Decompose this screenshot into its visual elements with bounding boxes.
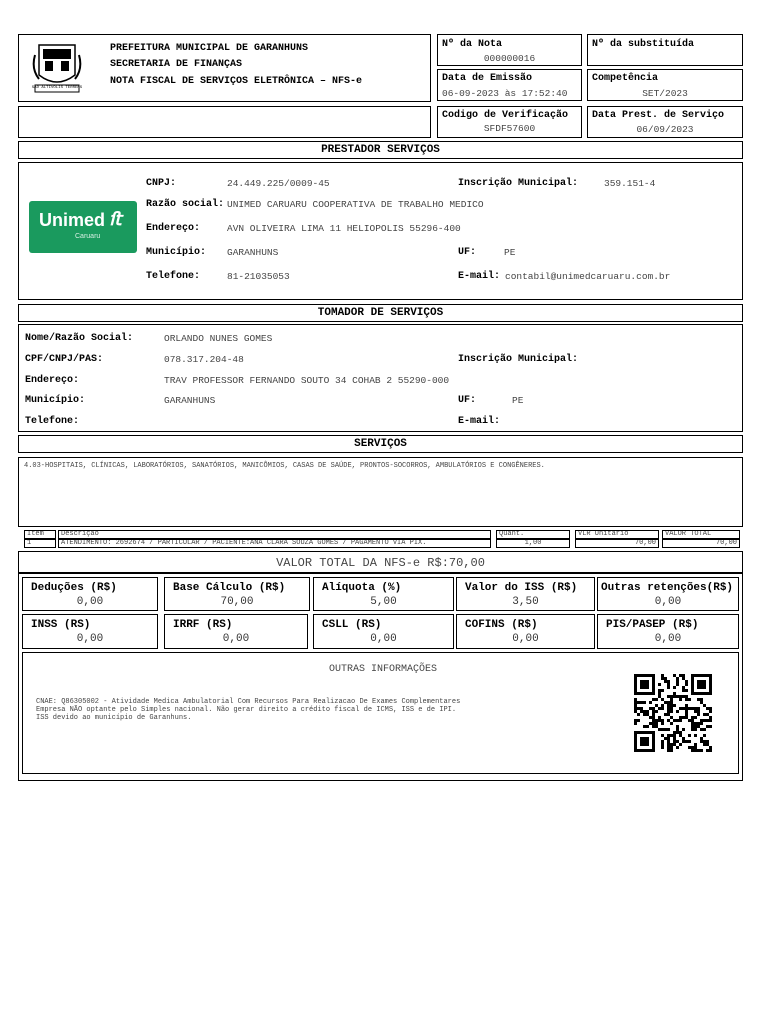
tomador-endereco: TRAV PROFESSOR FERNANDO SOUTO 34 COHAB 2 55290-000: [164, 375, 450, 386]
outras-informacoes-title: OUTRAS INFORMAÇÕES: [329, 664, 438, 675]
total-irrf: [164, 614, 308, 649]
total-aliquota-value: 5,00: [370, 596, 397, 608]
header-box: [18, 34, 431, 102]
total-csll-label: CSLL (RS): [322, 619, 382, 631]
outras-line-1: CNAE: Q86305002 - Atividade Medica Ambulatorial Com Recursos Para Realizacao De Exames Complementares: [36, 698, 461, 706]
competencia-box: [587, 69, 743, 101]
total-base-calculo-value: 70,00: [220, 596, 254, 608]
tomador-im-label: Inscrição Municipal:: [458, 354, 579, 365]
tomador-nome: ORLANDO NUNES GOMES: [164, 333, 273, 344]
prestacao-box: [587, 106, 743, 138]
total-pis-pasep-label: PIS/PASEP (R$): [606, 619, 699, 631]
table-header-valor-total: VALOR TOTAL: [662, 530, 740, 539]
prestador-telefone-label: Telefone:: [146, 271, 201, 282]
table-header-descricao: Descrição: [58, 530, 491, 539]
total-inss: [22, 614, 158, 649]
crest-motto: SÃO ALTIVOLIS TERRENS: [31, 86, 83, 90]
tomador-uf-label: UF:: [458, 395, 477, 406]
prestador-title: PRESTADOR SERVIÇOS: [18, 141, 743, 159]
blank-box: [18, 106, 431, 138]
emissao-label: Data de Emissão: [442, 73, 533, 84]
outras-informacoes-box: [22, 652, 739, 774]
table-header-quant: Quant.: [496, 530, 570, 539]
unimed-logo-symbol: ﬅ: [109, 209, 122, 229]
total-pis-pasep: [597, 614, 739, 649]
emissao-box: [437, 69, 582, 101]
tomador-email-label: E-mail:: [458, 416, 501, 427]
tomador-cpf-label: CPF/CNPJ/PAS:: [25, 354, 104, 365]
total-csll-value: 0,00: [370, 633, 397, 645]
table-header-item: Item: [24, 530, 56, 539]
competencia-value: SET/2023: [642, 88, 688, 99]
qr-code-icon: [634, 674, 712, 752]
total-irrf-label: IRRF (RS): [173, 619, 233, 631]
tomador-telefone-label: Telefone:: [25, 416, 80, 427]
table-row-item: 1: [24, 539, 56, 548]
outras-line-2: Empresa NÃO optante pelo Simples nacional. Não gerar direito a crédito fiscal de ICMS, ISS e de IPI.: [36, 706, 457, 714]
unimed-logo-sub: Caruaru: [75, 233, 101, 240]
total-deducoes-label: Deduções (R$): [31, 582, 117, 594]
total-outras-retencoes-value: 0,00: [654, 596, 682, 608]
total-outras-retencoes: [597, 577, 739, 611]
tomador-section: [18, 324, 743, 432]
nota-number-label: Nº da Nota: [442, 39, 503, 50]
total-pis-pasep-value: 0,00: [654, 633, 682, 645]
prestador-municipio-label: Município:: [146, 247, 207, 258]
total-valor-iss: [456, 577, 595, 611]
total-cofins-value: 0,00: [512, 633, 539, 645]
verificacao-label: Codigo de Verificação: [442, 110, 569, 121]
table-row-quant: 1,00: [496, 539, 570, 548]
prestador-municipio: GARANHUNS: [227, 247, 279, 258]
prestador-uf-label: UF:: [458, 247, 477, 258]
prestador-cnpj-label: CNPJ:: [146, 178, 177, 189]
header-line-3: NOTA FISCAL DE SERVIÇOS ELETRÔNICA – NFS-e: [110, 76, 363, 87]
emissao-value: 06-09-2023 às 17:52:40: [442, 88, 568, 99]
valor-total: VALOR TOTAL DA NFS-e R$:70,00: [276, 556, 485, 570]
table-row-valor-total: 70,00: [662, 539, 740, 548]
header-line-1: PREFEITURA MUNICIPAL DE GARANHUNS: [110, 43, 309, 54]
total-aliquota: [313, 577, 454, 611]
total-outras-retencoes-label: Outras retenções(R$): [601, 582, 734, 594]
servicos-title: SERVIÇOS: [18, 435, 743, 453]
tomador-title: TOMADOR DE SERVIÇOS: [18, 304, 743, 322]
prestador-im: 359.151-4: [604, 178, 656, 189]
table-row-descricao: ATENDIMENTO: 2692674 / PARTICULAR / PACIENTE:ANA CLARA SOUZA GOMES / PAGAMENTO VIA PIX.: [58, 539, 491, 548]
total-inss-label: INSS (RS): [31, 619, 91, 631]
municipal-crest: [31, 41, 83, 95]
nota-number-box: [437, 34, 582, 66]
prestador-cnpj: 24.449.225/0009-45: [227, 178, 330, 189]
prestador-section: [18, 162, 743, 300]
servicos-description-box: [18, 457, 743, 527]
servicos-description: 4.03-HOSPITAIS, CLÍNICAS, LABORATÓRIOS, SANATÓRIOS, MANICÔMIOS, CASAS DE SAÚDE, PRONTOS-SOCORROS, AMBULATÓRIOS E CONGÊNERES.: [24, 462, 545, 470]
total-valor-iss-label: Valor do ISS (R$): [465, 582, 578, 594]
nota-number-value: 000000016: [483, 53, 536, 64]
prestador-razao-label: Razão social:: [146, 199, 225, 210]
header-line-2: SECRETARIA DE FINANÇAS: [110, 59, 243, 70]
total-cofins: [456, 614, 595, 649]
total-valor-iss-value: 3,50: [512, 596, 539, 608]
verificacao-box: [437, 106, 582, 138]
tomador-cpf: 078.317.204-48: [164, 354, 244, 365]
verificacao-value: SFDF57600: [483, 123, 536, 134]
prestador-razao: UNIMED CARUARU COOPERATIVA DE TRABALHO MEDICO: [227, 199, 484, 210]
table-header-vlr-unitario: VLR Unitario: [575, 530, 659, 539]
unimed-logo-text: Unimed: [39, 210, 106, 230]
prestador-telefone: 81-21035053: [227, 271, 290, 282]
tomador-municipio-label: Município:: [25, 395, 86, 406]
prestador-uf: PE: [504, 247, 516, 258]
prestador-endereco: AVN OLIVEIRA LIMA 11 HELIOPOLIS 55296-400: [227, 223, 461, 234]
prestador-email: contabil@unimedcaruaru.com.br: [505, 271, 671, 282]
total-inss-value: 0,00: [76, 633, 104, 645]
outras-line-3: ISS devido ao município de Garanhuns.: [36, 714, 192, 722]
tomador-nome-label: Nome/Razão Social:: [25, 333, 134, 344]
unimed-logo: [29, 201, 137, 253]
table-row-vlr-unitario: 70,00: [575, 539, 659, 548]
total-aliquota-label: Alíquota (%): [322, 582, 402, 594]
total-irrf-value: 0,00: [222, 633, 250, 645]
total-base-calculo-label: Base Cálculo (R$): [173, 582, 286, 594]
prestador-im-label: Inscrição Municipal:: [458, 178, 579, 189]
tomador-endereco-label: Endereço:: [25, 375, 80, 386]
valor-total-box: [18, 551, 743, 573]
prestacao-label: Data Prest. de Serviço: [592, 110, 725, 121]
total-deducoes-value: 0,00: [76, 596, 104, 608]
tomador-uf: PE: [512, 395, 524, 406]
substituida-label: Nº da substituída: [592, 39, 695, 50]
prestacao-value: 06/09/2023: [636, 124, 694, 135]
tomador-municipio: GARANHUNS: [164, 395, 216, 406]
prestador-email-label: E-mail:: [458, 271, 501, 282]
total-deducoes: [22, 577, 158, 611]
prestador-endereco-label: Endereço:: [146, 223, 201, 234]
competencia-label: Competência: [592, 73, 659, 84]
substituida-box: [587, 34, 743, 66]
total-cofins-label: COFINS (R$): [465, 619, 538, 631]
total-csll: [313, 614, 454, 649]
total-base-calculo: [164, 577, 310, 611]
